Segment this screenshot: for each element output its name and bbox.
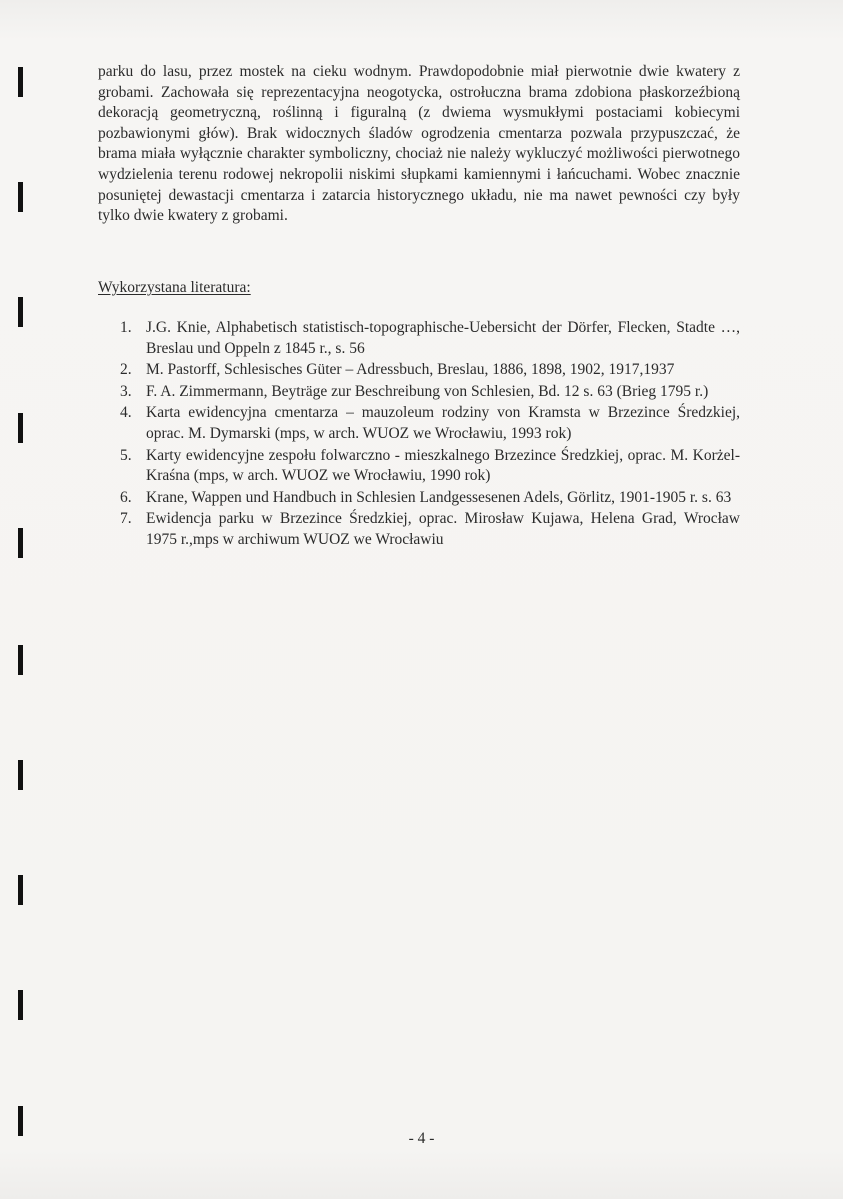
binder-mark bbox=[18, 990, 23, 1020]
literature-item-number: 4. bbox=[120, 404, 132, 422]
literature-item-number: 2. bbox=[120, 361, 132, 379]
literature-item bbox=[98, 446, 740, 487]
literature-item bbox=[98, 382, 740, 403]
binder-mark bbox=[18, 875, 23, 905]
literature-item-text: J.G. Knie, Alphabetisch statistisch-topographische-Uebersicht der Dörfer, Flecken, Stadte …, Breslau und Oppeln z 1845 r., s. 56 bbox=[146, 319, 740, 357]
binder-mark bbox=[18, 182, 23, 212]
literature-item bbox=[98, 488, 740, 509]
binder-mark bbox=[18, 645, 23, 675]
body-paragraph: parku do lasu, przez mostek na cieku wodnym. Prawdopodobnie miał pierwotnie dwie kwatery z grobami. Zachowała się reprezentacyjna neogotycka, ostrołuczna brama zdobiona płaskorzeźbioną dekoracją geometryczną, roślinną i figuralną (z dwiema wysmukłymi postaciami kobiecymi pozbawionymi głów). Brak widocznych śladów ogrodzenia cmentarza pozwala przypuszczać, że brama miała wyłącznie charakter symboliczny, chociaż nie należy wykluczyć możliwości pierwotnego wydzielenia terenu rodowej nekropolii niskimi słupkami kamiennymi i łańcuchami. Wobec znacznie posuniętej dewastacji cmentarza i zatarcia historycznego układu, nie ma nawet pewności czy były tylko dwie kwatery z grobami. bbox=[98, 63, 740, 225]
literature-item-text: Krane, Wappen und Handbuch in Schlesien Landgessesenen Adels, Görlitz, 1901-1905 r. s. 63 bbox=[146, 488, 732, 506]
page-number: - 4 - bbox=[408, 1130, 435, 1147]
binder-mark bbox=[18, 528, 23, 558]
literature-list bbox=[98, 318, 740, 552]
literature-item-number: 3. bbox=[120, 382, 132, 400]
literature-item-number: 5. bbox=[120, 446, 132, 464]
literature-item-text: Karta ewidencyjna cmentarza – mauzoleum rodziny von Kramsta w Brzezince Średzkiej, oprac. M. Dymarski (mps, w arch. WUOZ we Wrocławiu, 1993 rok) bbox=[146, 404, 740, 442]
literature-item-text: M. Pastorff, Schlesisches Güter – Adressbuch, Breslau, 1886, 1898, 1902, 1917,1937 bbox=[146, 361, 675, 379]
literature-item bbox=[98, 318, 740, 359]
literature-heading: Wykorzystana literatura: bbox=[98, 279, 251, 296]
literature-item-text: Karty ewidencyjne zespołu folwarczno - mieszkalnego Brzezince Średzkiej, oprac. M. Korżel-Kraśna (mps, w arch. WUOZ we Wrocławiu, 1990 rok) bbox=[146, 446, 740, 485]
binder-mark bbox=[18, 413, 23, 443]
binder-hole-marks bbox=[0, 0, 40, 1199]
literature-item-text: Ewidencja parku w Brzezince Średzkiej, oprac. Mirosław Kujawa, Helena Grad, Wrocław 1975 r.,mps w archiwum WUOZ we Wrocławiu bbox=[146, 510, 740, 548]
literature-item bbox=[98, 360, 740, 381]
binder-mark bbox=[18, 760, 23, 790]
literature-item-text: F. A. Zimmermann, Beyträge zur Beschreibung von Schlesien, Bd. 12 s. 63 (Brieg 1795 r.) bbox=[146, 382, 709, 400]
literature-item-number: 1. bbox=[120, 319, 132, 336]
literature-item bbox=[98, 403, 740, 444]
literature-item bbox=[98, 509, 740, 550]
literature-item-number: 7. bbox=[120, 510, 132, 528]
literature-item-number: 6. bbox=[120, 488, 132, 506]
binder-mark bbox=[18, 67, 23, 97]
binder-mark bbox=[18, 297, 23, 327]
